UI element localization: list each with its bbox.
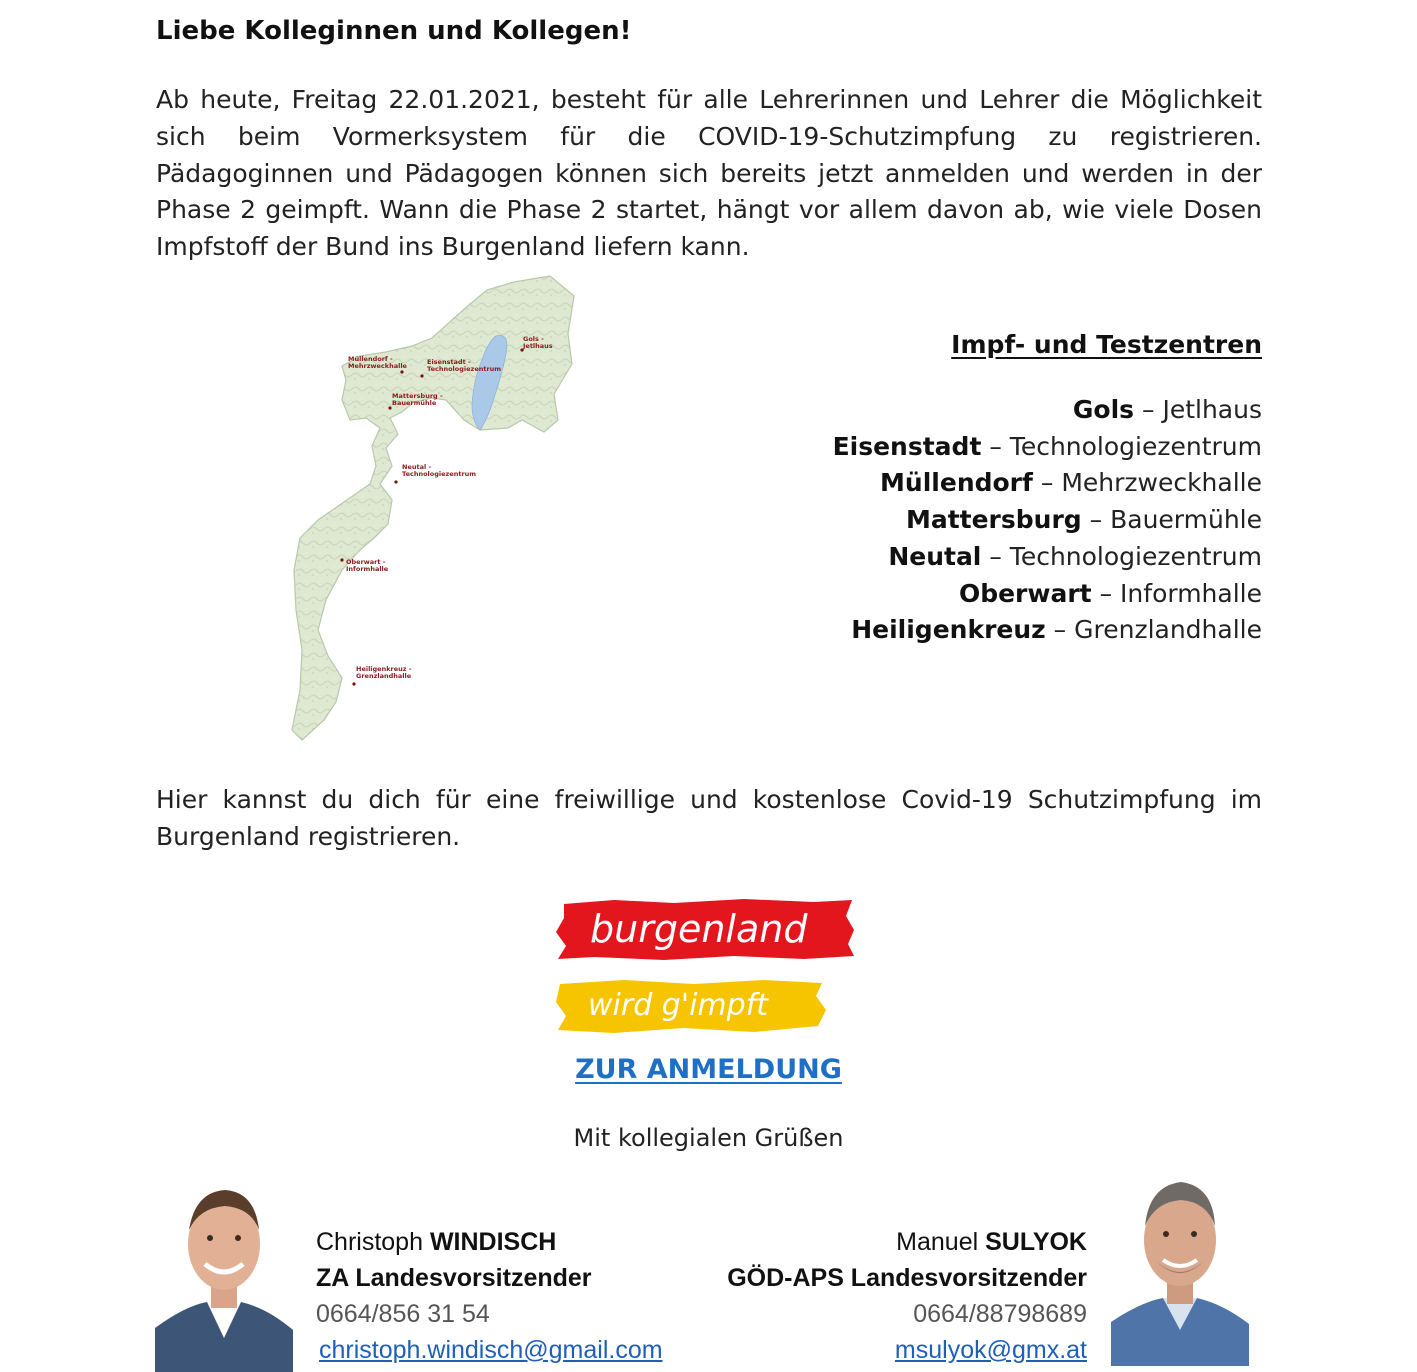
centers-list (833, 392, 1262, 649)
signer-phone: 0664/88798689 (913, 1300, 1087, 1328)
map-label-muellendorf: Müllendorf -Mehrzweckhalle (348, 355, 407, 370)
closing-regards: Mit kollegialen Grüßen (573, 1124, 844, 1152)
map-label-mattersburg: Mattersburg -Bauermühle (392, 392, 443, 407)
map-label-oberwart: Oberwart -Informhalle (346, 558, 389, 573)
center-item: Heiligenkreuz – Grenzlandhalle (851, 615, 1262, 645)
intro-paragraph: Ab heute, Freitag 22.01.2021, besteht für alle Lehrerinnen und Lehrer die Möglichkeit sich beim Vormerksystem für die COVID-19-Schutzimpfung zu registrieren. Pädagoginnen und Pädagogen können sich bereits jetzt anmelden und werden in der Phase 2 geimpft. Wann die Phase 2 startet, hängt vor allem davon ab, wie viele Dosen Impfstoff der Bund ins Burgenland liefern kann. (156, 85, 1262, 262)
center-item: Eisenstadt – Technologiezentrum (832, 431, 1262, 461)
center-item: Neutal – Technologiezentrum (888, 541, 1262, 571)
portrait-photo-sulyok (1111, 1172, 1249, 1366)
center-item: Müllendorf – Mehrzweckhalle (880, 468, 1262, 498)
greeting-heading: Liebe Kolleginnen und Kollegen! (156, 16, 632, 46)
signer-name: Christoph WINDISCH (316, 1228, 557, 1256)
center-item: Mattersburg – Bauermühle (905, 505, 1262, 535)
signer-email-link[interactable]: msulyok@gmx.at (894, 1336, 1087, 1364)
portrait-photo-windisch (155, 1178, 293, 1372)
center-item: Oberwart – Informhalle (958, 578, 1262, 608)
logo-text-burgenland: burgenland (590, 907, 808, 951)
map-label-gols: Gols -Jetlhaus (523, 335, 553, 350)
signature-sulyok (727, 1224, 1087, 1368)
map-label-heiligenkreuz: Heiligenkreuz -Grenzlandhalle (356, 665, 412, 680)
signature-windisch (316, 1224, 663, 1368)
burgenland-logo (554, 896, 858, 1038)
signer-email-link[interactable]: christoph.windisch@gmail.com (319, 1336, 663, 1364)
map-label-neutal: Neutal -Technologiezentrum (402, 463, 477, 478)
signer-role: ZA Landesvorsitzender (316, 1264, 592, 1292)
signer-name: Manuel SULYOK (896, 1228, 1087, 1256)
burgenland-map (282, 270, 582, 750)
center-item: Gols – Jetlhaus (1072, 395, 1262, 424)
signup-link[interactable]: ZUR ANMELDUNG (575, 1054, 842, 1085)
map-label-eisenstadt: Eisenstadt -Technologiezentrum (427, 358, 502, 373)
signer-phone: 0664/856 31 54 (316, 1300, 490, 1328)
signer-role: GÖD-APS Landesvorsitzender (727, 1264, 1087, 1292)
centers-heading: Impf- und Testzentren (951, 330, 1262, 359)
logo-text-wird-geimpft: wird g'impft (588, 988, 768, 1023)
register-paragraph: Hier kannst du dich für eine freiwillige und kostenlose Covid-19 Schutzimpfung im Burgenland registrieren. (156, 785, 1262, 851)
